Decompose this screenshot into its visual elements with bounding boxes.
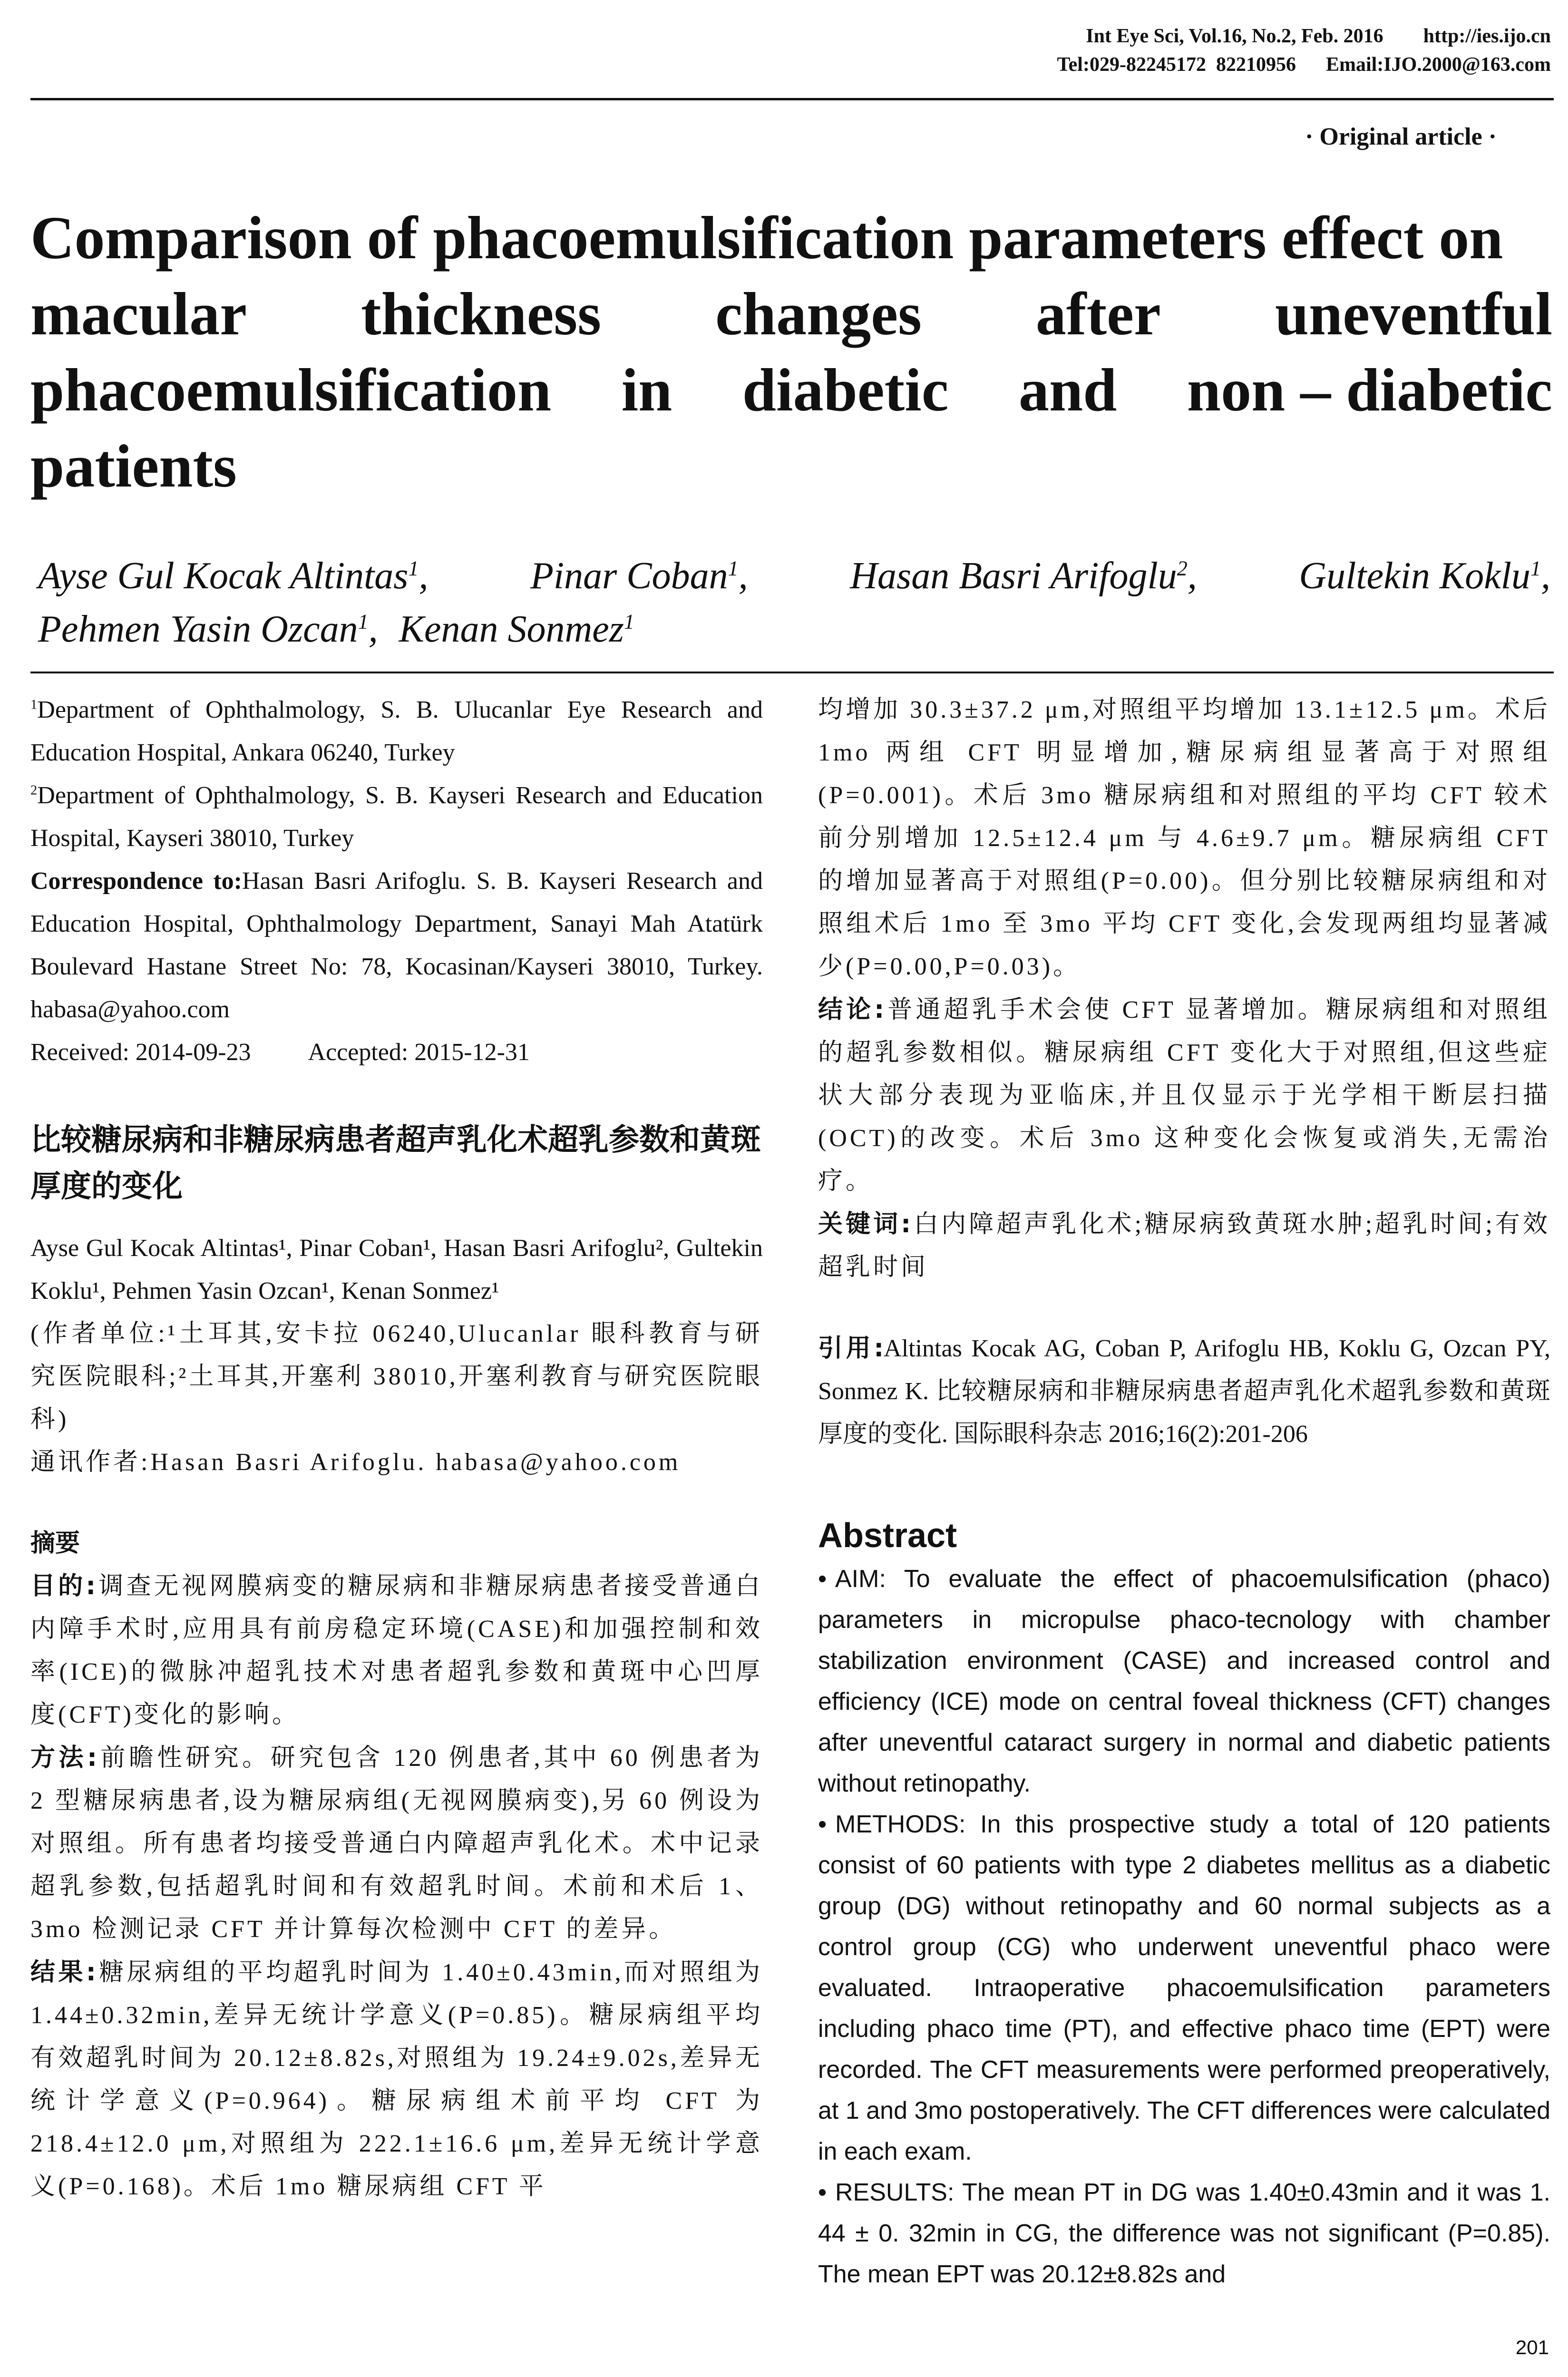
abstract-heading: Abstract	[818, 1517, 957, 1555]
page-number: 201	[1515, 2336, 1549, 2358]
title-line-1: Comparison of phacoemulsification parameters effect on	[30, 204, 1503, 272]
chinese-authors: Ayse Gul Kocak Altintas¹, Pinar Coban¹, Hasan Basri Arifoglu², Gultekin Koklu¹, Pehmen Yasin Ozcan¹, Kenan Sonmez¹	[30, 1235, 763, 1305]
title-word: macular	[30, 280, 247, 348]
bullet-icon: •	[818, 2179, 827, 2206]
author: Gultekin Koklu$^1$,	[1299, 555, 1550, 597]
received-date: Received: 2014-09-23	[30, 1039, 251, 1066]
journal-header-line-1	[1086, 25, 1551, 48]
title-word: uneventful	[1275, 280, 1552, 348]
correspondence-text: Hasan Basri Arifoglu. S. B. Kayseri Research and Education Hospital, Ophthalmology Department, Sanayi Mah Atatürk Boulevard Hastane Street No: 78, Kocasinan/Kayseri 38010, Turkey. habasa@yahoo.com	[30, 867, 763, 1023]
dates	[30, 1031, 763, 1074]
chinese-conclusion: 结论:普通超乳手术会使 CFT 显著增加。糖尿病组和对照组的超乳参数相似。糖尿病组 CFT 变化大于对照组,但这些症状大部分表现为亚临床,并且仅显示于光学相干断层扫描(OCT)的改变。术后 3mo 这种变化会恢复或消失,无需治疗。	[818, 995, 1551, 1195]
title-word: diabetic	[742, 356, 949, 424]
author: Kenan Sonmez$^1$	[399, 608, 634, 650]
title-word: after	[1035, 280, 1161, 348]
chinese-correspondence: 通讯作者:Hasan Basri Arifoglu. habasa@yahoo.com	[30, 1449, 681, 1476]
chinese-results-continued: 均增加 30.3±37.2 μm,对照组平均增加 13.1±12.5 μm。术后 1mo 两组 CFT 明显增加,糖尿病组显著高于对照组(P=0.001)。术后 3mo 糖尿病组和对照组的平均 CFT 较术前分别增加 12.5±12.4 μm 与 4.6±9.7 μm。糖尿病组 CFT 的增加显著高于对照组(P=0.00)。但分别比较糖尿病组和对照组术后 1mo 至 3mo 平均 CFT 变化,会发现两组均显著减少(P=0.00,P=0.03)。	[818, 696, 1550, 980]
article-type-label: · Original article ·	[1305, 123, 1497, 150]
author-list	[38, 549, 1550, 656]
chinese-title: 比较糖尿病和非糖尿病患者超声乳化术超乳参数和黄斑厚度的变化	[30, 1122, 761, 1204]
journal-citation: Int Eye Sci, Vol.16, No.2, Feb. 2016	[1086, 25, 1383, 47]
author: Pehmen Yasin Ozcan$^1$,	[38, 608, 378, 650]
correspondence-label: Correspondence to:	[30, 867, 242, 895]
authors-divider	[30, 672, 1554, 673]
right-column	[818, 689, 1550, 2295]
header-divider	[30, 98, 1554, 100]
chinese-aim: 目的:调查无视网膜病变的糖尿病和非糖尿病患者接受普通白内障手术时,应用具有前房稳定环境(CASE)和加强控制和效率(ICE)的微脉冲超乳技术对患者超乳参数和黄斑中心凹厚度(CFT)变化的影响。	[30, 1572, 763, 1728]
author: Hasan Basri Arifoglu$^2$,	[850, 555, 1197, 597]
paper-title	[30, 200, 1552, 504]
title-word: changes	[715, 280, 922, 348]
title-word: thickness	[361, 280, 602, 348]
affiliation-2: $^2$Department of Ophthalmology, S. B. Kayseri Research and Education Hospital, Kayseri 38010, Turkey	[30, 782, 763, 852]
title-word: in	[621, 356, 672, 424]
abstract-results: • RESULTS: The mean PT in DG was 1.40±0.43min and it was 1. 44 ± 0. 32min in CG, the difference was not significant (P=0.85). The mean EPT was 20.12±8.82s and	[818, 2172, 1550, 2295]
left-column	[30, 689, 763, 2208]
abstract-aim: • AIM: To evaluate the effect of phacoemulsification (phaco) parameters in micropulse phaco-tecnology with chamber stabilization environment (CASE) and increased control and efficiency (ICE) mode on central foveal thickness (CFT) changes after uneventful cataract surgery in normal and diabetic patients without retinopathy.	[818, 1559, 1550, 1804]
title-word: non – diabetic	[1187, 356, 1552, 424]
bullet-icon: •	[818, 1565, 827, 1593]
title-word: and	[1019, 356, 1117, 424]
chinese-affiliation: (作者单位:¹土耳其,安卡拉 06240,Ulucanlar 眼科教育与研究医院眼科;²土耳其,开塞利 38010,开塞利教育与研究医院眼科)	[30, 1320, 763, 1433]
journal-email: Email:IJO.2000@163.com	[1325, 54, 1551, 76]
author-row-2	[38, 603, 1550, 656]
title-line-4: patients	[30, 432, 237, 500]
bullet-icon: •	[818, 1811, 827, 1838]
title-word: phacoemulsification	[30, 356, 552, 424]
chinese-abstract-heading: 摘要	[30, 1529, 80, 1558]
title-line-2	[30, 276, 1552, 352]
chinese-results: 结果:糖尿病组的平均超乳时间为 1.40±0.43min,而对照组为 1.44±0.32min,差异无统计学意义(P=0.85)。糖尿病组平均有效超乳时间为 20.12±8.82s,对照组为 19.24±9.02s,差异无统计学意义(P=0.964)。糖尿病组术前平均 CFT 为 218.4±12.0 μm,对照组为 222.1±16.6 μm,差异无统计学意义(P=0.168)。术后 1mo 糖尿病组 CFT 平	[30, 1958, 763, 2200]
chinese-methods: 方法:前瞻性研究。研究包含 120 例患者,其中 60 例患者为 2 型糖尿病患者,设为糖尿病组(无视网膜病变),另 60 例设为对照组。所有患者均接受普通白内障超声乳化术。术中记录超乳参数,包括超乳时间和有效超乳时间。术前和术后 1、3mo 检测记录 CFT 并计算每次检测中 CFT 的差异。	[30, 1744, 763, 1943]
title-line-3	[30, 352, 1552, 428]
correspondence	[30, 860, 763, 1031]
author: Ayse Gul Kocak Altintas$^1$,	[38, 555, 429, 597]
citation: 引用:Altintas Kocak AG, Coban P, Arifoglu HB, Koklu G, Ozcan PY, Sonmez K. 比较糖尿病和非糖尿病患者超声乳化术超乳参数和黄斑厚度的变化. 国际眼科杂志 2016;16(2):201-206	[818, 1334, 1551, 1448]
journal-url: http://ies.ijo.cn	[1423, 25, 1551, 47]
affiliation-1: $^1$Department of Ophthalmology, S. B. Ulucanlar Eye Research and Education Hospital, Ankara 06240, Turkey	[30, 696, 763, 766]
author-row-1	[38, 549, 1550, 603]
accepted-date: Accepted: 2015-12-31	[308, 1039, 530, 1066]
abstract-methods: • METHODS: In this prospective study a total of 120 patients consist of 60 patients with type 2 diabetes mellitus as a diabetic group (DG) without retinopathy and 60 normal subjects as a control group (CG) who underwent uneventful phaco were evaluated. Intraoperative phacoemulsification parameters including phaco time (PT), and effective phaco time (EPT) were recorded. The CFT measurements were performed preoperatively, at 1 and 3mo postoperatively. The CFT differences were calculated in each exam.	[818, 1804, 1550, 2172]
journal-tel: Tel:029-82245172 82210956	[1057, 54, 1296, 76]
author: Pinar Coban$^1$,	[530, 555, 748, 597]
chinese-keywords: 关键词:白内障超声乳化术;糖尿病致黄斑水肿;超乳时间;有效超乳时间	[818, 1210, 1551, 1281]
journal-header-line-2	[1057, 53, 1551, 76]
